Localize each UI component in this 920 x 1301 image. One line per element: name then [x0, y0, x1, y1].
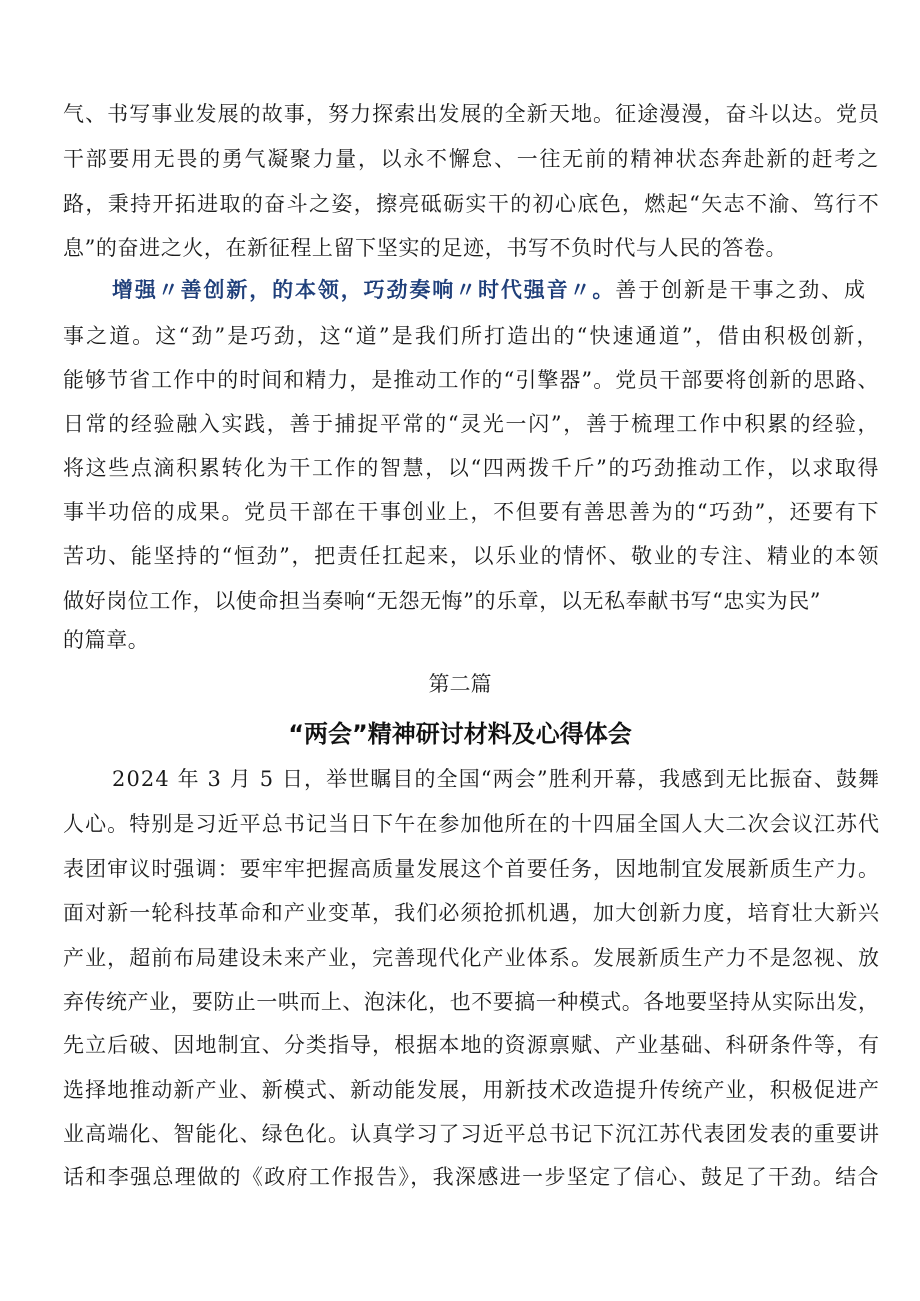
- paragraph-text: 善于创新是干事之劲、成: [615, 278, 867, 302]
- text-line: 选择地推动新产业、新模式、新动能发展，用新技术改造提升传统产业，积极促进产: [63, 1078, 881, 1102]
- text-line: 表团审议时强调：要牢牢把握高质量发展这个首要任务，因地制宜发展新质生产力。: [63, 857, 881, 881]
- text-line: 弃传统产业，要防止一哄而上、泡沫化，也不要搞一种模式。各地要坚持从实际出发，: [63, 990, 880, 1014]
- text-line: 人心。特别是习近平总书记当日下午在参加他所在的十四届全国人大二次会议江苏代: [63, 812, 881, 836]
- text-line: 先立后破、因地制宜、分类指导，根据本地的资源禀赋、产业基础、科研条件等，有: [63, 1033, 881, 1057]
- paragraph-heading: 增强〃善创新，的本领，巧劲奏响〃时代强音〃。: [112, 278, 616, 302]
- paragraph-first-line: [112, 276, 867, 304]
- text-line: 苦功、能坚持的“恒劲”，把责任扛起来，以乐业的情怀、敬业的专注、精业的本领: [63, 544, 881, 568]
- text-line: 的篇章。: [63, 628, 150, 652]
- text-line: 2024 年 3 月 5 日，举世瞩目的全国“两会”胜利开幕，我感到无比振奋、鼓舞: [112, 767, 881, 791]
- text-line: 事半功倍的成果。党员干部在干事创业上，不但要有善思善为的“巧劲”，还要有下: [63, 500, 881, 524]
- text-line: 产业，超前布局建设未来产业，完善现代化产业体系。发展新质生产力不是忽视、放: [63, 946, 881, 970]
- text-line: 做好岗位工作，以使命担当奏响“无怨无悔”的乐章，以无私奉献书写“忠实为民”: [63, 589, 822, 613]
- text-line: 日常的经验融入实践，善于捕捉平常的“灵光一闪”，善于梳理工作中积累的经验，: [63, 412, 881, 436]
- text-line: 路，秉持开拓进取的奋斗之姿，擦亮砥砺实干的初心底色，燃起“矢志不渝、笃行不: [63, 192, 881, 216]
- text-line: 将这些点滴积累转化为干工作的智慧，以“四两拨千斤”的巧劲推动工作，以求取得: [63, 456, 881, 480]
- text-line: 息”的奋进之火，在新征程上留下坚实的足迹，书写不负时代与人民的答卷。: [63, 236, 788, 260]
- text-line: 气、书写事业发展的故事，努力探索出发展的全新天地。征途漫漫，奋斗以达。党员: [63, 102, 881, 126]
- text-line: 干部要用无畏的勇气凝聚力量，以永不懈怠、一往无前的精神状态奔赴新的赶考之: [63, 147, 880, 171]
- section-label: 第二篇: [428, 672, 492, 696]
- text-line: 话和李强总理做的《政府工作报告》，我深感进一步坚定了信心、鼓足了干劲。结合: [63, 1165, 880, 1189]
- text-line: 能够节省工作中的时间和精力，是推动工作的“引擎器”。党员干部要将创新的思路、: [63, 368, 880, 392]
- article-title: “两会”精神研讨材料及心得体会: [288, 720, 632, 748]
- text-line: 事之道。这“劲”是巧劲，这“道”是我们所打造出的“快速通道”，借由积极创新，: [63, 324, 880, 348]
- text-line: 面对新一轮科技革命和产业变革，我们必须抢抓机遇，加大创新力度，培育壮大新兴: [63, 901, 881, 925]
- text-line: 业高端化、智能化、绿色化。认真学习了习近平总书记下沉江苏代表团发表的重要讲: [63, 1122, 881, 1146]
